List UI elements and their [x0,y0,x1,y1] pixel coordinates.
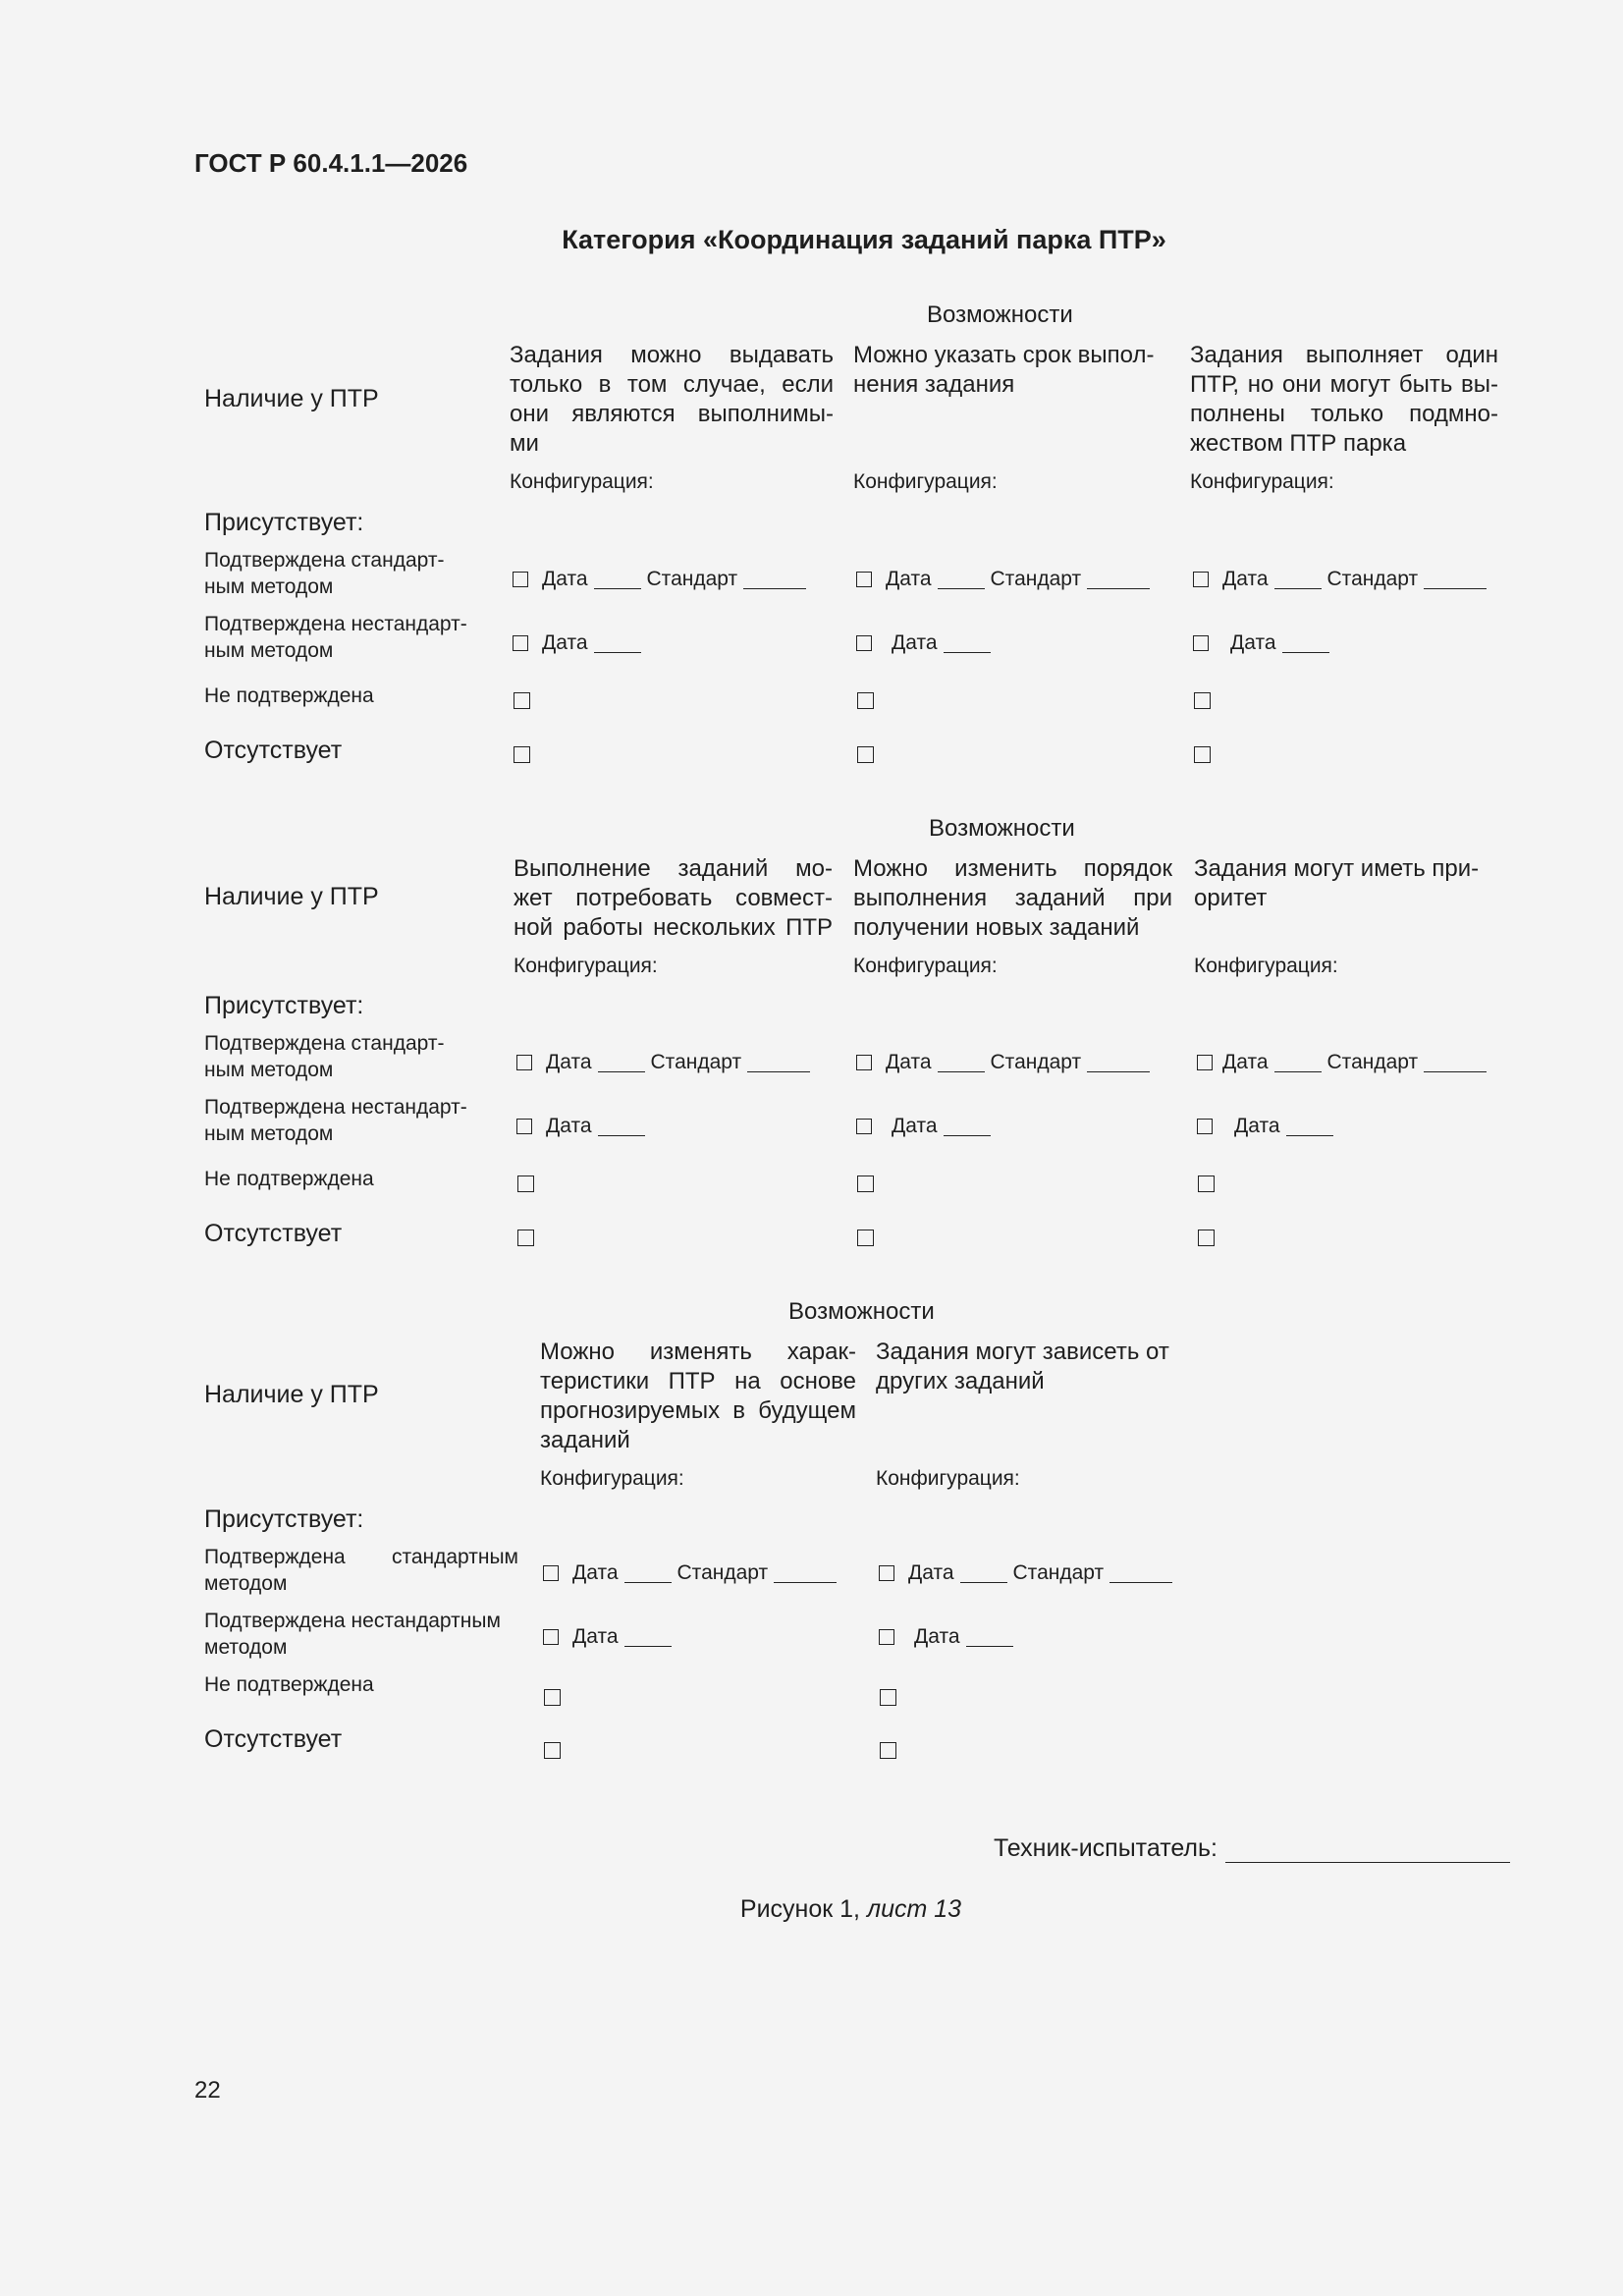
not-confirmed-checkbox[interactable] [1198,1175,1215,1192]
not-confirmed-checkbox[interactable] [857,692,874,709]
std-confirmed-checkbox[interactable] [516,1055,532,1070]
standard-blank[interactable] [1424,571,1487,589]
nonstd-confirmed-checkbox[interactable] [1193,635,1209,651]
std-fill-row: Дата Стандарт [1197,1051,1492,1074]
nonstd-confirmed-label: Подтверждена нестандарт- ным методом [204,1096,467,1145]
absent-checkbox[interactable] [1194,746,1211,763]
capability-title: Выполнение заданий мо- жет потребовать совмест- ной работы нескольких ПТР [514,855,833,941]
nonstd-confirmed-checkbox[interactable] [516,1119,532,1134]
std-confirmed-checkbox[interactable] [856,1055,872,1070]
capabilities-heading: Возможности [929,815,1075,842]
presence-label: Наличие у ПТР [204,883,379,910]
date-blank[interactable] [594,571,641,589]
std-fill-row: Дата Стандарт [513,568,812,591]
nonstd-confirmed-label: Подтверждена нестандарт- ным методом [204,613,467,662]
date-blank[interactable] [1282,634,1329,653]
figure-caption: Рисунок 1, лист 13 [739,1895,962,1923]
nonstd-confirmed-checkbox[interactable] [856,635,872,651]
date-blank[interactable] [944,634,991,653]
nonstd-confirmed-checkbox[interactable] [1197,1119,1213,1134]
standard-blank[interactable] [743,571,806,589]
config-label: Конфигурация: [876,1467,1020,1490]
signature-line[interactable] [1225,1838,1510,1863]
absent-checkbox[interactable] [514,746,530,763]
date-blank[interactable] [594,634,641,653]
not-confirmed-checkbox[interactable] [857,1175,874,1192]
std-fill-row: Дата Стандарт [543,1561,842,1585]
date-blank[interactable] [960,1564,1007,1583]
standard-blank[interactable] [1087,1054,1150,1072]
std-fill-row: Дата Стандарт [856,1051,1156,1074]
config-label: Конфигурация: [1194,955,1338,977]
standard-blank[interactable] [774,1564,837,1583]
absent-checkbox[interactable] [857,746,874,763]
nonstd-confirmed-label: Подтверждена нестандартным методом [204,1610,501,1659]
present-label: Присутствует: [204,992,364,1019]
signature-block [994,1834,1510,1863]
date-blank[interactable] [598,1054,645,1072]
not-confirmed-checkbox[interactable] [1194,692,1211,709]
config-label: Конфигурация: [540,1467,684,1490]
absent-checkbox[interactable] [544,1742,561,1759]
present-label: Присутствует: [204,509,364,536]
not-confirmed-checkbox[interactable] [880,1689,896,1706]
nonstd-fill-row: Дата [1193,631,1335,655]
absent-label: Отсутствует [204,1725,343,1753]
nonstd-fill-row: Дата [1197,1115,1339,1138]
std-confirmed-label: Подтверждена стандартным методом [204,1546,518,1595]
document-code: ГОСТ Р 60.4.1.1—2026 [194,148,468,178]
std-confirmed-checkbox[interactable] [879,1565,894,1581]
config-label: Конфигурация: [853,955,998,977]
nonstd-fill-row: Дата [543,1625,677,1649]
absent-checkbox[interactable] [857,1230,874,1246]
page-number: 22 [194,2077,221,2104]
standard-blank[interactable] [1087,571,1150,589]
not-confirmed-checkbox[interactable] [544,1689,561,1706]
presence-label: Наличие у ПТР [204,1381,379,1408]
standard-blank[interactable] [1109,1564,1172,1583]
std-confirmed-checkbox[interactable] [543,1565,559,1581]
date-blank[interactable] [624,1564,672,1583]
absent-checkbox[interactable] [1198,1230,1215,1246]
std-fill-row: Дата Стандарт [516,1051,816,1074]
date-blank[interactable] [1274,1054,1322,1072]
capabilities-heading: Возможности [788,1298,935,1325]
capability-title: Можно изменять харак- теристики ПТР на основе прогнозируемых в будущем заданий [540,1339,856,1453]
capability-title: Задания выполняет один ПТР, но они могут быть вы- полнены только подмно- жеством ПТР парка [1190,342,1498,457]
capability-title: Можно изменить порядок выполнения заданий при получении новых заданий [853,855,1172,941]
std-confirmed-checkbox[interactable] [856,572,872,587]
standard-blank[interactable] [1424,1054,1487,1072]
date-blank[interactable] [966,1628,1013,1647]
capability-title: Задания могут иметь при- оритет [1194,855,1480,911]
not-confirmed-checkbox[interactable] [517,1175,534,1192]
std-fill-row: Дата Стандарт [856,568,1156,591]
date-blank[interactable] [938,1054,985,1072]
nonstd-confirmed-checkbox[interactable] [543,1629,559,1645]
signer-label: Техник-испытатель: [993,1834,1217,1862]
absent-checkbox[interactable] [517,1230,534,1246]
config-label: Конфигурация: [1190,470,1334,493]
standard-blank[interactable] [747,1054,810,1072]
nonstd-confirmed-checkbox[interactable] [879,1629,894,1645]
nonstd-confirmed-checkbox[interactable] [513,635,528,651]
date-blank[interactable] [624,1628,672,1647]
not-confirmed-label: Не подтверждена [204,1168,374,1190]
not-confirmed-label: Не подтверждена [204,684,374,707]
absent-label: Отсутствует [204,737,343,764]
nonstd-fill-row: Дата [879,1625,1019,1649]
present-label: Присутствует: [204,1505,364,1533]
std-confirmed-checkbox[interactable] [513,572,528,587]
nonstd-fill-row: Дата [856,1115,997,1138]
capability-title: Можно указать срок выпол- нения задания [853,342,1155,398]
date-blank[interactable] [1274,571,1322,589]
config-label: Конфигурация: [510,470,654,493]
nonstd-fill-row: Дата [516,1115,651,1138]
config-label: Конфигурация: [514,955,658,977]
presence-label: Наличие у ПТР [204,385,379,412]
capability-title: Задания могут зависеть от других заданий [876,1339,1169,1394]
capability-title: Задания можно выдавать только в том случае, если они являются выполнимы- ми [510,342,834,457]
not-confirmed-checkbox[interactable] [514,692,530,709]
std-confirmed-checkbox[interactable] [1197,1055,1213,1070]
std-confirmed-checkbox[interactable] [1193,572,1209,587]
config-label: Конфигурация: [853,470,998,493]
nonstd-fill-row: Дата [513,631,647,655]
absent-label: Отсутствует [204,1220,343,1247]
std-fill-row: Дата Стандарт [879,1561,1178,1585]
date-blank[interactable] [598,1118,645,1136]
std-confirmed-label: Подтверждена стандарт- ным методом [204,1032,445,1081]
not-confirmed-label: Не подтверждена [204,1673,374,1696]
absent-checkbox[interactable] [880,1742,896,1759]
date-blank[interactable] [944,1118,991,1136]
std-fill-row: Дата Стандарт [1193,568,1492,591]
date-blank[interactable] [1286,1118,1333,1136]
date-blank[interactable] [938,571,985,589]
capabilities-heading: Возможности [927,301,1073,328]
nonstd-fill-row: Дата [856,631,997,655]
category-title: Категория «Координация заданий парка ПТР» [562,225,1166,254]
nonstd-confirmed-checkbox[interactable] [856,1119,872,1134]
std-confirmed-label: Подтверждена стандарт- ным методом [204,549,445,598]
